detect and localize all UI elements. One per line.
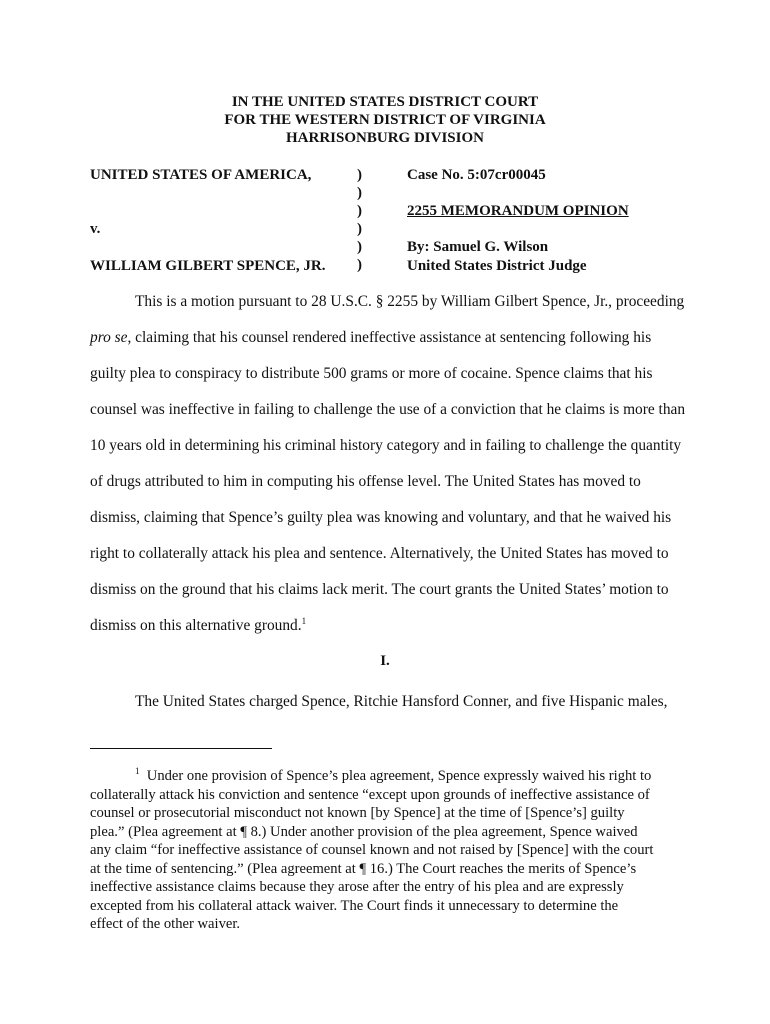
body-line: The United States charged Spence, Ritchie Hansford Conner, and five Hispanic males, — [135, 693, 668, 710]
footnote-line: plea.” (Plea agreement at ¶ 8.) Under another provision of the plea agreement, Spence waived — [90, 823, 638, 840]
judge-name: By: Samuel G. Wilson — [407, 239, 549, 255]
footnote-line: ineffective assistance claims because they arose after the entry of his plea and are expressly — [90, 879, 624, 895]
body-line — [90, 608, 690, 644]
paren: ) — [357, 221, 362, 237]
paren: ) — [357, 203, 362, 219]
paren: ) — [357, 239, 362, 255]
footnote-line: any claim “for ineffective assistance of counsel known and not raised by [Spence] with the court — [90, 842, 654, 858]
caption-parentheses — [357, 166, 362, 274]
body-line: dismiss on the ground that his claims lack merit. The court grants the United States’ motion to — [90, 581, 669, 598]
footnote — [90, 767, 690, 934]
footnote-marker: 1 — [135, 766, 140, 777]
body-line: counsel was ineffective in failing to challenge the use of a conviction that he claims is more than — [90, 401, 686, 418]
court-line-2: FOR THE WESTERN DISTRICT OF VIRGINIA — [224, 112, 546, 128]
body-line: right to collaterally attack his plea and sentence. Alternatively, the United States has moved to — [90, 545, 669, 562]
court-line-1: IN THE UNITED STATES DISTRICT COURT — [231, 94, 539, 110]
body-line: of drugs attributed to him in computing his offense level. The United States has moved to — [90, 473, 641, 490]
plaintiff-name: UNITED STATES OF AMERICA, — [90, 167, 312, 183]
body-line-text: dismiss on this alternative ground. — [90, 617, 302, 634]
opinion-title: 2255 MEMORANDUM OPINION — [407, 203, 629, 219]
opinion-body — [90, 284, 690, 644]
paren: ) — [357, 185, 362, 201]
court-heading — [0, 93, 770, 147]
body-line — [90, 320, 690, 356]
footnote-line: at the time of sentencing.” (Plea agreement at ¶ 16.) The Court reaches the merits of Spence’s — [90, 860, 637, 877]
versus-label: v. — [90, 221, 101, 237]
paren: ) — [357, 167, 362, 183]
footnote-text: Under one provision of Spence’s plea agreement, Spence expressly waived his right to — [146, 768, 652, 784]
opinion-body-continued — [90, 684, 690, 720]
body-line: dismiss, claiming that Spence’s guilty plea was knowing and voluntary, and that he waived his — [90, 509, 672, 526]
footnote-separator — [90, 748, 272, 749]
body-line: This is a motion pursuant to 28 U.S.C. § 2255 by William Gilbert Spence, Jr., proceeding — [135, 293, 685, 310]
section-heading: I. — [380, 653, 390, 669]
footnote-reference[interactable]: 1 — [301, 615, 307, 626]
footnote-line — [90, 767, 690, 786]
case-number: Case No. 5:07cr00045 — [407, 167, 546, 183]
body-line-rest: , claiming that his counsel rendered ineffective assistance at sentencing following his — [127, 329, 652, 346]
court-line-3: HARRISONBURG DIVISION — [286, 130, 484, 146]
paren: ) — [357, 257, 362, 273]
footnote-line: counsel or prosecutorial misconduct not known [by Spence] at the time of [Spence’s] guilty — [90, 805, 625, 821]
footnote-line: excepted from his collateral attack waiver. The Court finds it unnecessary to determine the — [90, 897, 619, 914]
judge-title: United States District Judge — [407, 258, 587, 274]
body-line: 10 years old in determining his criminal history category and in failing to challenge the quantity — [90, 437, 682, 454]
pro-se-italic: pro se — [90, 329, 128, 346]
footnote-line: collaterally attack his conviction and sentence “except upon grounds of ineffective assistance of — [90, 786, 650, 803]
defendant-name: WILLIAM GILBERT SPENCE, JR. — [90, 258, 326, 274]
footnote-line: effect of the other waiver. — [90, 916, 241, 932]
body-line: guilty plea to conspiracy to distribute 500 grams or more of cocaine. Spence claims that his — [90, 365, 653, 382]
